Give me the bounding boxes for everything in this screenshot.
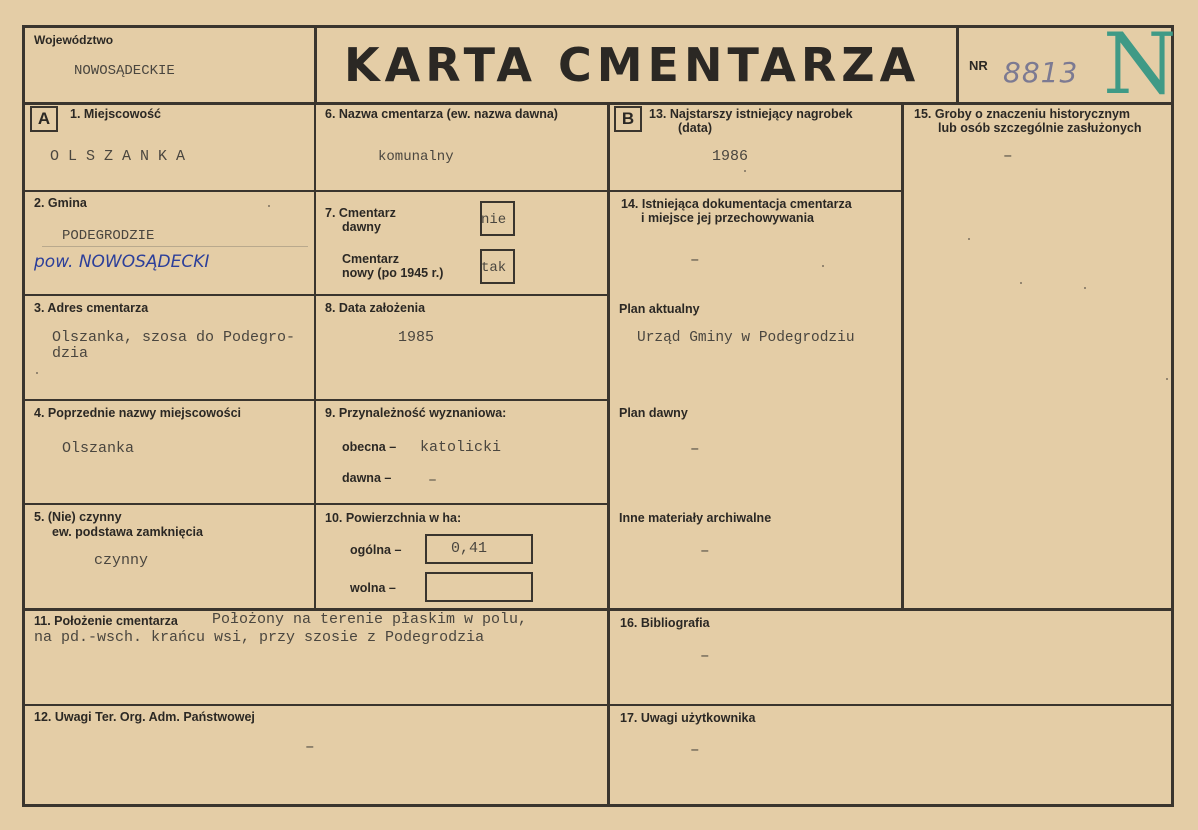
field-5-value: czynny — [94, 552, 149, 569]
field-14-label-1: 14. Istniejąca dokumentacja cmentarza — [621, 197, 852, 211]
header-divider — [22, 102, 1174, 105]
col-divider-2 — [607, 102, 610, 807]
field-4-label: 4. Poprzednie nazwy miejscowości — [34, 406, 242, 420]
field-1-value: O L S Z A N K A — [50, 148, 186, 165]
field-13-label-1: 13. Najstarszy istniejący nagrobek — [649, 107, 853, 121]
inne-materialy-label: Inne materiały archiwalne — [619, 511, 772, 525]
border-right — [1171, 25, 1174, 807]
nr-value: 8813 — [1003, 56, 1079, 89]
plan-dawny-value: – — [690, 440, 700, 458]
field-16-label: 16. Bibliografia — [620, 616, 710, 630]
field-10-ogolna-box — [425, 534, 533, 564]
wojewodztwo-value: NOWOSĄDECKIE — [74, 63, 175, 79]
field-9-obecna-label: obecna – — [342, 440, 397, 454]
field-12-value: – — [305, 738, 315, 756]
hline-2 — [22, 294, 608, 296]
field-14-label-2: i miejsce jej przechowywania — [641, 211, 814, 225]
field-2-handwritten: pow. NOWOSĄDECKI — [34, 252, 210, 272]
field-10-label: 10. Powierzchnia w ha: — [325, 511, 462, 525]
section-a-badge: A — [30, 106, 58, 132]
field-1-label: 1. Miejscowość — [70, 107, 162, 121]
field-11-line-1: Położony na terenie płaskim w polu, — [212, 611, 528, 628]
field-17-value: – — [690, 741, 700, 759]
plan-aktualny-label: Plan aktualny — [619, 302, 700, 316]
field-7-nowy-value: tak — [481, 260, 507, 276]
field-8-value: 1985 — [398, 329, 435, 346]
field-11-label: 11. Położenie cmentarza — [34, 614, 178, 628]
field-7-label-1: 7. Cmentarz — [325, 206, 396, 220]
header-vline-2 — [956, 25, 959, 105]
wojewodztwo-label: Województwo — [34, 33, 114, 47]
field-15-value: – — [1003, 147, 1013, 165]
field-9-label: 9. Przynależność wyznaniowa: — [325, 406, 507, 420]
hline-1 — [22, 190, 904, 192]
card-title: KARTA CMENTARZA — [344, 38, 921, 92]
field-6-value: komunalny — [378, 149, 454, 165]
field-10-wolna-label: wolna – — [350, 581, 396, 595]
field-2-label: 2. Gmina — [34, 196, 87, 210]
header-vline-1 — [314, 25, 317, 105]
field-6-label: 6. Nazwa cmentarza (ew. nazwa dawna) — [325, 107, 558, 121]
field-7-dawny-value: nie — [481, 212, 507, 228]
border-bottom — [22, 804, 1174, 807]
field-14-value: – — [690, 251, 700, 269]
field-11-line-2: na pd.-wsch. krańcu wsi, przy szosie z Podegrodzia — [34, 629, 485, 646]
field-12-label: 12. Uwagi Ter. Org. Adm. Państwowej — [34, 710, 255, 724]
field-8-label: 8. Data założenia — [325, 301, 426, 315]
paper-speck — [822, 265, 824, 267]
field-7-nowy-label-2: nowy (po 1945 r.) — [342, 266, 444, 280]
letter-mark: N — [1103, 15, 1177, 113]
field-7-nowy-box — [480, 249, 515, 284]
inne-materialy-value: – — [700, 542, 710, 560]
field-9-dawna-label: dawna – — [342, 471, 392, 485]
field-10-ogolna-value: 0,41 — [451, 540, 488, 557]
nr-label: NR — [969, 58, 988, 73]
field-3-line-1: Olszanka, szosa do Podegro- — [52, 329, 296, 346]
hline-5 — [22, 608, 1174, 611]
paper-speck — [1084, 287, 1086, 289]
paper-speck — [968, 238, 970, 240]
border-top — [22, 25, 1174, 28]
field-9-obecna-value: katolicki — [420, 439, 502, 456]
field-15-label-2: lub osób szczególnie zasłużonych — [938, 121, 1142, 135]
paper-speck — [268, 205, 270, 207]
section-b-badge: B — [614, 106, 642, 132]
plan-aktualny-value: Urząd Gminy w Podegrodziu — [637, 330, 855, 346]
field-4-value: Olszanka — [62, 440, 135, 457]
field-17-label: 17. Uwagi użytkownika — [620, 711, 756, 725]
hline-3 — [22, 399, 608, 401]
field-2-value: PODEGRODZIE — [62, 228, 155, 244]
field-13-label-2: (data) — [678, 121, 713, 135]
field-16-value: – — [700, 647, 710, 665]
field-7-label-2: dawny — [342, 220, 381, 234]
hline-4 — [22, 503, 608, 505]
field-7-nowy-label-1: Cmentarz — [342, 252, 399, 266]
field-3-label: 3. Adres cmentarza — [34, 301, 149, 315]
plan-dawny-label: Plan dawny — [619, 406, 688, 420]
field-10-wolna-box — [425, 572, 533, 602]
paper-speck — [36, 372, 38, 374]
col-divider-3 — [901, 102, 904, 610]
paper-speck — [1020, 282, 1022, 284]
field-10-ogolna-label: ogólna – — [350, 543, 402, 557]
field-5-label-2: ew. podstawa zamknięcia — [52, 525, 203, 539]
field-3-line-2: dzia — [52, 345, 89, 362]
hline-6 — [22, 704, 1174, 706]
paper-speck — [1166, 378, 1168, 380]
field-15-label-1: 15. Groby o znaczeniu historycznym — [914, 107, 1131, 121]
border-left — [22, 25, 25, 807]
field-13-value: 1986 — [712, 148, 749, 165]
field-5-label-1: 5. (Nie) czynny — [34, 510, 122, 524]
gmina-underline — [42, 246, 308, 247]
paper-speck — [744, 170, 746, 172]
field-7-dawny-box — [480, 201, 515, 236]
col-divider-1 — [314, 102, 316, 610]
field-9-dawna-value: – — [428, 472, 438, 489]
